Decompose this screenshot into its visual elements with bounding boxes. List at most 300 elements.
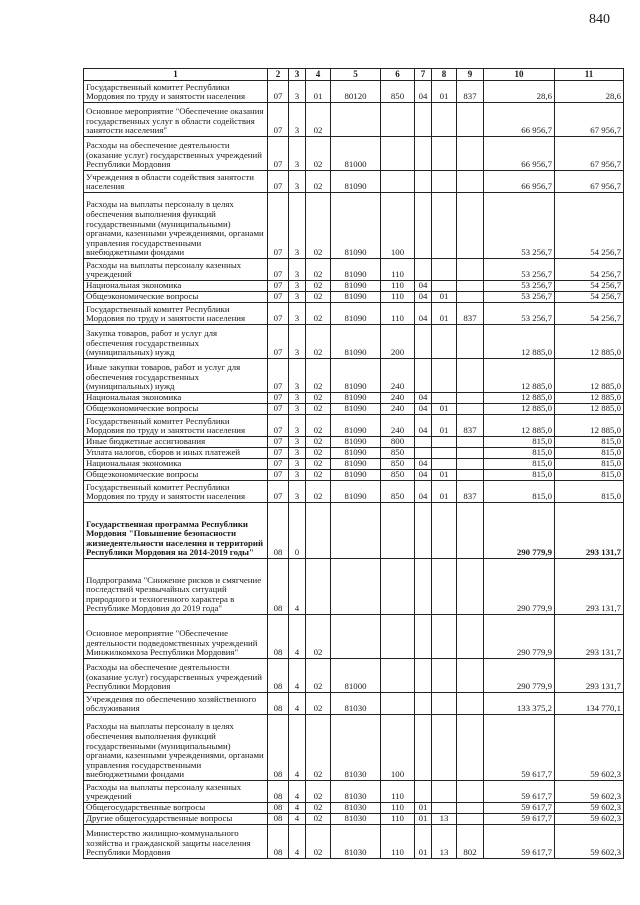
table-row [84,137,624,171]
code-cell-c8: 01 [432,415,457,437]
table-row [84,359,624,393]
page-number: 840 [589,12,610,27]
amount-cell-c11: 12 885,0 [555,415,624,437]
code-cell-c9 [457,281,484,292]
code-cell-c7 [415,715,432,781]
code-cell-c5: 81000 [331,137,381,171]
code-cell-c4: 02 [306,448,331,459]
table-row [84,693,624,715]
row-name-cell: Учреждения в области содействия занятости населения [84,171,268,193]
row-name-cell: Подпрограмма "Снижение рисков и смягчение последствий чрезвычайных ситуаций природного и техногенного характера в Республике Мордовия до 2019 года" [84,559,268,615]
row-name-cell: Уплата налогов, сборов и иных платежей [84,448,268,459]
table-row [84,193,624,259]
amount-cell-c11: 12 885,0 [555,359,624,393]
code-cell-c5: 81090 [331,359,381,393]
code-cell-c3: 3 [289,448,306,459]
amount-cell-c10: 59 617,7 [484,814,555,825]
code-cell-c2: 08 [268,503,289,559]
row-name-cell: Основное мероприятие "Обеспечение деятельности подведомственных учреждений Минжилкомхоза Республики Мордовия" [84,615,268,659]
code-cell-c8 [432,693,457,715]
amount-cell-c11: 12 885,0 [555,404,624,415]
code-cell-c9 [457,615,484,659]
code-cell-c3: 3 [289,303,306,325]
amount-cell-c10: 53 256,7 [484,193,555,259]
budget-table [83,68,624,859]
code-cell-c5: 81090 [331,481,381,503]
code-cell-c8 [432,393,457,404]
code-cell-c2: 07 [268,303,289,325]
code-cell-c2: 08 [268,781,289,803]
table-row [84,503,624,559]
code-cell-c3: 4 [289,781,306,803]
code-cell-c2: 07 [268,292,289,303]
amount-cell-c10: 133 375,2 [484,693,555,715]
code-cell-c5: 81030 [331,693,381,715]
code-cell-c6: 110 [381,292,415,303]
row-name-cell: Общеэкономические вопросы [84,404,268,415]
code-cell-c6: 850 [381,448,415,459]
table-row [84,171,624,193]
code-cell-c8 [432,803,457,814]
code-cell-c6: 850 [381,481,415,503]
column-header: 6 [381,69,415,81]
amount-cell-c11: 54 256,7 [555,281,624,292]
code-cell-c2: 08 [268,559,289,615]
code-cell-c5 [331,615,381,659]
code-cell-c2: 07 [268,103,289,137]
code-cell-c5: 81090 [331,259,381,281]
row-name-cell: Учреждения по обеспечению хозяйственного обслуживания [84,693,268,715]
code-cell-c8 [432,503,457,559]
amount-cell-c10: 12 885,0 [484,404,555,415]
row-name-cell: Закупка товаров, работ и услуг для обеспечения государственных (муниципальных) нужд [84,325,268,359]
code-cell-c6: 110 [381,814,415,825]
code-cell-c7: 04 [415,303,432,325]
code-cell-c9: 802 [457,825,484,859]
code-cell-c2: 07 [268,437,289,448]
row-name-cell: Государственный комитет Республики Мордовия по труду и занятости населения [84,481,268,503]
code-cell-c5: 81090 [331,470,381,481]
code-cell-c8 [432,359,457,393]
code-cell-c3: 3 [289,404,306,415]
code-cell-c3: 3 [289,359,306,393]
amount-cell-c11: 59 602,3 [555,715,624,781]
amount-cell-c11: 54 256,7 [555,193,624,259]
code-cell-c7 [415,615,432,659]
code-cell-c3: 4 [289,659,306,693]
code-cell-c2: 08 [268,615,289,659]
table-row [84,803,624,814]
amount-cell-c10: 290 779,9 [484,503,555,559]
row-name-cell: Основное мероприятие "Обеспечение оказания государственных услуг в области содействия занятости населения" [84,103,268,137]
code-cell-c9: 837 [457,415,484,437]
code-cell-c8: 01 [432,404,457,415]
row-name-cell: Национальная экономика [84,459,268,470]
amount-cell-c11: 293 131,7 [555,559,624,615]
code-cell-c3: 4 [289,715,306,781]
code-cell-c7: 04 [415,459,432,470]
amount-cell-c11: 293 131,7 [555,503,624,559]
row-name-cell: Расходы на выплаты персоналу казенных учреждений [84,259,268,281]
column-header: 5 [331,69,381,81]
code-cell-c4: 01 [306,81,331,103]
code-cell-c9 [457,404,484,415]
table-row [84,659,624,693]
code-cell-c3: 3 [289,259,306,281]
row-name-cell: Государственный комитет Республики Мордовия по труду и занятости населения [84,81,268,103]
amount-cell-c11: 12 885,0 [555,393,624,404]
code-cell-c8 [432,281,457,292]
row-name-cell: Общегосударственные вопросы [84,803,268,814]
table-row [84,715,624,781]
code-cell-c6: 240 [381,359,415,393]
amount-cell-c10: 66 956,7 [484,171,555,193]
code-cell-c8 [432,193,457,259]
code-cell-c6: 110 [381,281,415,292]
code-cell-c8 [432,559,457,615]
table-row [84,470,624,481]
code-cell-c3: 4 [289,825,306,859]
amount-cell-c10: 815,0 [484,481,555,503]
code-cell-c8: 01 [432,470,457,481]
code-cell-c7 [415,693,432,715]
table-row [84,781,624,803]
code-cell-c2: 07 [268,470,289,481]
code-cell-c4: 02 [306,415,331,437]
code-cell-c4: 02 [306,393,331,404]
code-cell-c2: 07 [268,259,289,281]
code-cell-c7 [415,103,432,137]
code-cell-c2: 07 [268,404,289,415]
table-row [84,404,624,415]
amount-cell-c10: 28,6 [484,81,555,103]
amount-cell-c11: 815,0 [555,448,624,459]
code-cell-c3: 3 [289,193,306,259]
row-name-cell: Министерство жилищно-коммунального хозяйства и гражданской защиты населения Республики Мордовия [84,825,268,859]
code-cell-c6: 240 [381,415,415,437]
amount-cell-c10: 815,0 [484,470,555,481]
code-cell-c2: 07 [268,359,289,393]
row-name-cell: Иные бюджетные ассигнования [84,437,268,448]
code-cell-c7 [415,171,432,193]
code-cell-c6 [381,615,415,659]
amount-cell-c11: 54 256,7 [555,259,624,281]
column-header: 8 [432,69,457,81]
code-cell-c9 [457,103,484,137]
code-cell-c3: 4 [289,615,306,659]
code-cell-c6: 850 [381,470,415,481]
code-cell-c4: 02 [306,171,331,193]
code-cell-c7 [415,437,432,448]
code-cell-c5: 81090 [331,448,381,459]
code-cell-c5 [331,559,381,615]
amount-cell-c10: 12 885,0 [484,415,555,437]
code-cell-c9 [457,193,484,259]
table-row [84,103,624,137]
code-cell-c9 [457,393,484,404]
amount-cell-c11: 54 256,7 [555,292,624,303]
code-cell-c2: 08 [268,659,289,693]
row-name-cell: Государственная программа Республики Мордовия "Повышение безопасности жизнедеятельности населения и территорий Республики Мордовия на 2014-2019 годы" [84,503,268,559]
code-cell-c6: 240 [381,404,415,415]
code-cell-c5: 81030 [331,715,381,781]
code-cell-c4: 02 [306,693,331,715]
code-cell-c5: 81090 [331,404,381,415]
code-cell-c5 [331,503,381,559]
code-cell-c7 [415,503,432,559]
code-cell-c9: 837 [457,303,484,325]
code-cell-c3: 4 [289,559,306,615]
code-cell-c2: 08 [268,814,289,825]
column-header: 9 [457,69,484,81]
code-cell-c7 [415,359,432,393]
table-row [84,559,624,615]
code-cell-c2: 07 [268,448,289,459]
table-row [84,415,624,437]
code-cell-c5: 81090 [331,292,381,303]
code-cell-c7: 04 [415,292,432,303]
code-cell-c7: 04 [415,393,432,404]
code-cell-c7 [415,781,432,803]
code-cell-c5: 81090 [331,325,381,359]
code-cell-c9 [457,325,484,359]
row-name-cell: Общеэкономические вопросы [84,470,268,481]
code-cell-c5: 81090 [331,415,381,437]
code-cell-c3: 4 [289,693,306,715]
code-cell-c6 [381,659,415,693]
amount-cell-c11: 59 602,3 [555,814,624,825]
amount-cell-c10: 59 617,7 [484,803,555,814]
code-cell-c8 [432,715,457,781]
row-name-cell: Расходы на выплаты персоналу в целях обеспечения выполнения функций государственными (муниципальными) органами, казенными учреждениями, органами управления государственными внебюджетными фондами [84,715,268,781]
amount-cell-c11: 59 602,3 [555,781,624,803]
code-cell-c5: 81090 [331,171,381,193]
code-cell-c3: 3 [289,292,306,303]
code-cell-c6 [381,171,415,193]
code-cell-c4: 02 [306,281,331,292]
amount-cell-c10: 59 617,7 [484,715,555,781]
code-cell-c9 [457,503,484,559]
code-cell-c3: 4 [289,814,306,825]
code-cell-c4: 02 [306,659,331,693]
amount-cell-c10: 53 256,7 [484,292,555,303]
code-cell-c4: 02 [306,803,331,814]
code-cell-c4 [306,503,331,559]
code-cell-c6: 110 [381,781,415,803]
code-cell-c9 [457,693,484,715]
table-row [84,393,624,404]
table-row [84,325,624,359]
row-name-cell: Расходы на выплаты персоналу казенных учреждений [84,781,268,803]
code-cell-c4: 02 [306,481,331,503]
code-cell-c3: 3 [289,415,306,437]
table-row [84,281,624,292]
code-cell-c7: 04 [415,481,432,503]
code-cell-c7 [415,325,432,359]
column-header: 1 [84,69,268,81]
table-row [84,259,624,281]
code-cell-c6 [381,559,415,615]
code-cell-c4: 02 [306,303,331,325]
code-cell-c3: 3 [289,481,306,503]
code-cell-c4: 02 [306,825,331,859]
code-cell-c9 [457,292,484,303]
code-cell-c8 [432,659,457,693]
code-cell-c8: 13 [432,814,457,825]
code-cell-c2: 08 [268,803,289,814]
code-cell-c7: 04 [415,470,432,481]
table-row [84,81,624,103]
code-cell-c6: 850 [381,459,415,470]
amount-cell-c10: 290 779,9 [484,659,555,693]
code-cell-c2: 07 [268,393,289,404]
code-cell-c5: 81090 [331,393,381,404]
code-cell-c3: 3 [289,325,306,359]
column-header: 10 [484,69,555,81]
code-cell-c8 [432,137,457,171]
code-cell-c7: 04 [415,415,432,437]
code-cell-c3: 0 [289,503,306,559]
code-cell-c2: 08 [268,825,289,859]
code-cell-c3: 3 [289,137,306,171]
row-name-cell: Расходы на обеспечение деятельности (оказание услуг) государственных учреждений Республики Мордовия [84,137,268,171]
code-cell-c2: 07 [268,325,289,359]
code-cell-c9 [457,137,484,171]
column-header: 3 [289,69,306,81]
amount-cell-c11: 54 256,7 [555,303,624,325]
amount-cell-c10: 12 885,0 [484,393,555,404]
amount-cell-c11: 67 956,7 [555,103,624,137]
code-cell-c8 [432,448,457,459]
code-cell-c8 [432,103,457,137]
code-cell-c5: 81030 [331,781,381,803]
code-cell-c9: 837 [457,81,484,103]
code-cell-c2: 07 [268,281,289,292]
amount-cell-c10: 53 256,7 [484,281,555,292]
amount-cell-c11: 815,0 [555,437,624,448]
code-cell-c6: 110 [381,825,415,859]
amount-cell-c11: 134 770,1 [555,693,624,715]
amount-cell-c10: 53 256,7 [484,303,555,325]
row-name-cell: Другие общегосударственные вопросы [84,814,268,825]
code-cell-c8 [432,781,457,803]
table-row [84,292,624,303]
amount-cell-c10: 290 779,9 [484,559,555,615]
code-cell-c5 [331,103,381,137]
code-cell-c9 [457,715,484,781]
row-name-cell: Национальная экономика [84,393,268,404]
code-cell-c6: 200 [381,325,415,359]
code-cell-c5: 81030 [331,825,381,859]
amount-cell-c10: 815,0 [484,437,555,448]
code-cell-c7: 01 [415,803,432,814]
code-cell-c8 [432,259,457,281]
amount-cell-c10: 12 885,0 [484,325,555,359]
amount-cell-c10: 59 617,7 [484,781,555,803]
table-row [84,437,624,448]
code-cell-c9 [457,559,484,615]
amount-cell-c10: 12 885,0 [484,359,555,393]
code-cell-c4: 02 [306,325,331,359]
code-cell-c6: 110 [381,803,415,814]
code-cell-c3: 3 [289,437,306,448]
code-cell-c5: 81090 [331,193,381,259]
code-cell-c4: 02 [306,437,331,448]
code-cell-c7: 04 [415,404,432,415]
table-row [84,615,624,659]
table-row [84,825,624,859]
row-name-cell: Расходы на выплаты персоналу в целях обеспечения выполнения функций государственными (муниципальными) органами, казенными учреждениями, органами управления государственными внебюджетными фондами [84,193,268,259]
code-cell-c6: 100 [381,715,415,781]
code-cell-c6: 110 [381,303,415,325]
code-cell-c2: 07 [268,415,289,437]
row-name-cell: Иные закупки товаров, работ и услуг для обеспечения государственных (муниципальных) нужд [84,359,268,393]
code-cell-c9 [457,171,484,193]
code-cell-c7 [415,259,432,281]
code-cell-c9 [457,359,484,393]
code-cell-c6 [381,103,415,137]
table-row [84,814,624,825]
code-cell-c6: 850 [381,81,415,103]
code-cell-c6 [381,693,415,715]
amount-cell-c11: 67 956,7 [555,171,624,193]
code-cell-c5: 81030 [331,814,381,825]
code-cell-c8 [432,615,457,659]
row-name-cell: Государственный комитет Республики Мордовия по труду и занятости населения [84,415,268,437]
amount-cell-c11: 815,0 [555,481,624,503]
amount-cell-c11: 293 131,7 [555,615,624,659]
code-cell-c6 [381,137,415,171]
code-cell-c7 [415,559,432,615]
code-cell-c4: 02 [306,404,331,415]
code-cell-c5: 81090 [331,437,381,448]
code-cell-c9 [457,259,484,281]
code-cell-c2: 07 [268,171,289,193]
code-cell-c4: 02 [306,359,331,393]
code-cell-c6: 240 [381,393,415,404]
code-cell-c4: 02 [306,193,331,259]
header-row [84,69,624,81]
code-cell-c3: 3 [289,81,306,103]
code-cell-c4: 02 [306,137,331,171]
code-cell-c7 [415,659,432,693]
table-body [84,81,624,859]
amount-cell-c11: 28,6 [555,81,624,103]
code-cell-c8 [432,325,457,359]
code-cell-c5: 80120 [331,81,381,103]
code-cell-c4: 02 [306,259,331,281]
code-cell-c9 [457,814,484,825]
code-cell-c8: 01 [432,292,457,303]
code-cell-c3: 3 [289,281,306,292]
code-cell-c5: 81090 [331,303,381,325]
amount-cell-c11: 815,0 [555,459,624,470]
code-cell-c8 [432,171,457,193]
code-cell-c4: 02 [306,814,331,825]
code-cell-c7 [415,137,432,171]
code-cell-c3: 3 [289,393,306,404]
amount-cell-c11: 12 885,0 [555,325,624,359]
code-cell-c7: 04 [415,281,432,292]
code-cell-c8: 01 [432,81,457,103]
code-cell-c4 [306,559,331,615]
row-name-cell: Государственный комитет Республики Мордовия по труду и занятости населения [84,303,268,325]
table-row [84,459,624,470]
code-cell-c9 [457,459,484,470]
table-row [84,303,624,325]
amount-cell-c10: 815,0 [484,448,555,459]
code-cell-c5: 81090 [331,459,381,470]
